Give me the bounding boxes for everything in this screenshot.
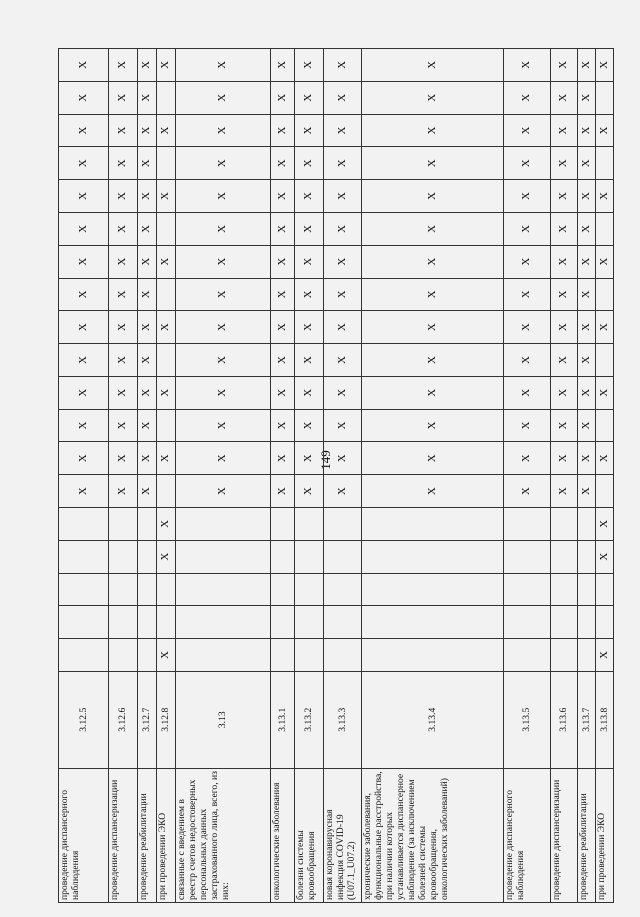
table-row — [295, 49, 323, 903]
empty-cell — [595, 475, 613, 508]
mark-cell: X — [108, 180, 137, 213]
empty-cell — [503, 639, 550, 672]
table-row — [270, 49, 295, 903]
row-code: 3.13.7 — [577, 671, 595, 768]
empty-cell — [270, 540, 295, 573]
empty-cell — [323, 573, 361, 606]
mark-cell: X — [361, 442, 503, 475]
mark-cell: X — [156, 540, 175, 573]
mark-cell: X — [503, 147, 550, 180]
mark-cell: X — [108, 442, 137, 475]
row-code: 3.13.2 — [295, 671, 323, 768]
empty-cell — [323, 606, 361, 639]
empty-cell — [577, 639, 595, 672]
mark-cell: X — [59, 442, 109, 475]
row-code: 3.13.6 — [550, 671, 577, 768]
mark-cell: X — [595, 245, 613, 278]
row-name: проведение диспансеризации — [108, 768, 137, 902]
mark-cell: X — [295, 49, 323, 82]
mark-cell: X — [361, 180, 503, 213]
mark-cell: X — [295, 245, 323, 278]
mark-cell: X — [550, 475, 577, 508]
mark-cell: X — [59, 147, 109, 180]
mark-cell: X — [176, 311, 271, 344]
mark-cell: X — [108, 245, 137, 278]
empty-cell — [323, 540, 361, 573]
mark-cell: X — [137, 49, 156, 82]
empty-cell — [595, 409, 613, 442]
mark-cell: X — [137, 245, 156, 278]
empty-cell — [295, 540, 323, 573]
table-row — [176, 49, 271, 903]
mark-cell: X — [577, 147, 595, 180]
mark-cell: X — [577, 49, 595, 82]
mark-cell: X — [550, 147, 577, 180]
mark-cell: X — [503, 245, 550, 278]
mark-cell: X — [137, 147, 156, 180]
mark-cell: X — [137, 180, 156, 213]
empty-cell — [59, 540, 109, 573]
empty-cell — [108, 507, 137, 540]
empty-cell — [577, 606, 595, 639]
table-row — [577, 49, 595, 903]
mark-cell: X — [59, 180, 109, 213]
row-code: 3.13.8 — [595, 671, 613, 768]
mark-cell: X — [59, 278, 109, 311]
empty-cell — [270, 507, 295, 540]
mark-cell: X — [361, 81, 503, 114]
mark-cell: X — [270, 212, 295, 245]
mark-cell: X — [550, 311, 577, 344]
row-name: при проведении ЭКО — [595, 768, 613, 902]
mark-cell: X — [156, 376, 175, 409]
mark-cell: X — [176, 180, 271, 213]
row-name: онкологические заболевания — [270, 768, 295, 902]
mark-cell: X — [176, 245, 271, 278]
mark-cell: X — [156, 507, 175, 540]
mark-cell: X — [323, 278, 361, 311]
mark-cell: X — [577, 475, 595, 508]
mark-cell: X — [295, 311, 323, 344]
empty-cell — [156, 278, 175, 311]
mark-cell: X — [176, 409, 271, 442]
mark-cell: X — [550, 376, 577, 409]
mark-cell: X — [108, 114, 137, 147]
mark-cell: X — [137, 409, 156, 442]
mark-cell: X — [270, 344, 295, 377]
empty-cell — [137, 573, 156, 606]
empty-cell — [503, 606, 550, 639]
empty-cell — [108, 573, 137, 606]
empty-cell — [323, 639, 361, 672]
mark-cell: X — [176, 442, 271, 475]
mark-cell: X — [550, 49, 577, 82]
empty-cell — [59, 573, 109, 606]
mark-cell: X — [156, 639, 175, 672]
mark-cell: X — [176, 475, 271, 508]
mark-cell: X — [156, 114, 175, 147]
mark-cell: X — [156, 49, 175, 82]
empty-cell — [137, 606, 156, 639]
empty-cell — [108, 540, 137, 573]
empty-cell — [595, 212, 613, 245]
empty-cell — [156, 409, 175, 442]
empty-cell — [156, 606, 175, 639]
mark-cell: X — [577, 245, 595, 278]
mark-cell: X — [270, 147, 295, 180]
mark-cell: X — [137, 114, 156, 147]
mark-cell: X — [137, 311, 156, 344]
mark-cell: X — [137, 344, 156, 377]
empty-cell — [323, 507, 361, 540]
mark-cell: X — [577, 442, 595, 475]
mark-cell: X — [550, 114, 577, 147]
mark-cell: X — [295, 81, 323, 114]
empty-cell — [595, 278, 613, 311]
mark-cell: X — [323, 49, 361, 82]
mark-cell: X — [361, 245, 503, 278]
mark-cell: X — [108, 278, 137, 311]
empty-cell — [361, 606, 503, 639]
mark-cell: X — [595, 442, 613, 475]
mark-cell: X — [361, 311, 503, 344]
mark-cell: X — [503, 180, 550, 213]
mark-cell: X — [59, 114, 109, 147]
mark-cell: X — [270, 442, 295, 475]
empty-cell — [59, 606, 109, 639]
empty-cell — [59, 507, 109, 540]
mark-cell: X — [323, 212, 361, 245]
mark-cell: X — [108, 311, 137, 344]
mark-cell: X — [595, 639, 613, 672]
mark-cell: X — [176, 278, 271, 311]
empty-cell — [595, 81, 613, 114]
mark-cell: X — [595, 49, 613, 82]
mark-cell: X — [59, 245, 109, 278]
table-row — [550, 49, 577, 903]
mark-cell: X — [270, 114, 295, 147]
mark-cell: X — [295, 114, 323, 147]
mark-cell: X — [137, 376, 156, 409]
mark-cell: X — [323, 81, 361, 114]
empty-cell — [503, 507, 550, 540]
mark-cell: X — [108, 409, 137, 442]
mark-cell: X — [270, 376, 295, 409]
empty-cell — [137, 540, 156, 573]
mark-cell: X — [323, 442, 361, 475]
mark-cell: X — [108, 81, 137, 114]
mark-cell: X — [361, 409, 503, 442]
empty-cell — [577, 573, 595, 606]
mark-cell: X — [156, 180, 175, 213]
mark-cell: X — [270, 245, 295, 278]
mark-cell: X — [108, 475, 137, 508]
empty-cell — [137, 639, 156, 672]
empty-cell — [503, 573, 550, 606]
table-row — [137, 49, 156, 903]
mark-cell: X — [176, 212, 271, 245]
empty-cell — [295, 573, 323, 606]
empty-cell — [361, 540, 503, 573]
mark-cell: X — [270, 278, 295, 311]
empty-cell — [176, 606, 271, 639]
mark-cell: X — [577, 180, 595, 213]
mark-cell: X — [323, 376, 361, 409]
row-code: 3.13 — [176, 671, 271, 768]
empty-cell — [176, 540, 271, 573]
empty-cell — [59, 639, 109, 672]
mark-cell: X — [295, 376, 323, 409]
page-number: 149 — [317, 450, 333, 470]
empty-cell — [156, 81, 175, 114]
mark-cell: X — [577, 311, 595, 344]
mark-cell: X — [108, 376, 137, 409]
empty-cell — [108, 639, 137, 672]
mark-cell: X — [577, 81, 595, 114]
row-name: проведение реабилитации — [577, 768, 595, 902]
mark-cell: X — [137, 212, 156, 245]
mark-cell: X — [59, 475, 109, 508]
mark-cell: X — [295, 180, 323, 213]
mark-cell: X — [361, 475, 503, 508]
mark-cell: X — [577, 409, 595, 442]
mark-cell: X — [577, 344, 595, 377]
mark-cell: X — [59, 311, 109, 344]
mark-cell: X — [295, 147, 323, 180]
empty-cell — [156, 475, 175, 508]
empty-cell — [176, 639, 271, 672]
empty-cell — [595, 573, 613, 606]
mark-cell: X — [270, 409, 295, 442]
mark-cell: X — [503, 442, 550, 475]
mark-cell: X — [270, 49, 295, 82]
mark-cell: X — [503, 376, 550, 409]
mark-cell: X — [595, 540, 613, 573]
mark-cell: X — [137, 278, 156, 311]
mark-cell: X — [59, 376, 109, 409]
mark-cell: X — [550, 245, 577, 278]
mark-cell: X — [323, 147, 361, 180]
mark-cell: X — [59, 49, 109, 82]
empty-cell — [361, 639, 503, 672]
mark-cell: X — [503, 212, 550, 245]
mark-cell: X — [137, 442, 156, 475]
mark-cell: X — [361, 49, 503, 82]
mark-cell: X — [270, 180, 295, 213]
mark-cell: X — [295, 278, 323, 311]
mark-cell: X — [156, 311, 175, 344]
empty-cell — [295, 639, 323, 672]
mark-cell: X — [295, 409, 323, 442]
mark-cell: X — [361, 278, 503, 311]
empty-cell — [156, 212, 175, 245]
document-table-wrapper — [58, 48, 614, 903]
mark-cell: X — [361, 212, 503, 245]
mark-cell: X — [577, 278, 595, 311]
table-row — [156, 49, 175, 903]
row-name: связанные с введением в реестр счетов недостоверных персональных данных застрахованного лица, всего, из них: — [176, 768, 271, 902]
mark-cell: X — [176, 81, 271, 114]
row-code: 3.13.4 — [361, 671, 503, 768]
mark-cell: X — [503, 81, 550, 114]
mark-cell: X — [503, 409, 550, 442]
empty-cell — [270, 606, 295, 639]
empty-cell — [595, 606, 613, 639]
mark-cell: X — [361, 114, 503, 147]
mark-cell: X — [323, 344, 361, 377]
empty-cell — [550, 573, 577, 606]
empty-cell — [270, 639, 295, 672]
empty-cell — [108, 606, 137, 639]
checklist-table — [58, 48, 614, 903]
empty-cell — [295, 507, 323, 540]
empty-cell — [270, 573, 295, 606]
row-name: проведение реабилитации — [137, 768, 156, 902]
mark-cell: X — [270, 311, 295, 344]
empty-cell — [550, 507, 577, 540]
empty-cell — [361, 507, 503, 540]
mark-cell: X — [270, 475, 295, 508]
mark-cell: X — [176, 49, 271, 82]
mark-cell: X — [503, 475, 550, 508]
row-code: 3.12.6 — [108, 671, 137, 768]
empty-cell — [361, 573, 503, 606]
empty-cell — [156, 573, 175, 606]
mark-cell: X — [595, 311, 613, 344]
mark-cell: X — [295, 212, 323, 245]
table-row — [361, 49, 503, 903]
mark-cell: X — [503, 344, 550, 377]
mark-cell: X — [108, 212, 137, 245]
mark-cell: X — [156, 442, 175, 475]
row-name: проведение диспансерного наблюдения — [503, 768, 550, 902]
table-row — [323, 49, 361, 903]
mark-cell: X — [503, 311, 550, 344]
mark-cell: X — [577, 212, 595, 245]
mark-cell: X — [503, 114, 550, 147]
mark-cell: X — [176, 376, 271, 409]
empty-cell — [176, 507, 271, 540]
mark-cell: X — [323, 245, 361, 278]
empty-cell — [577, 540, 595, 573]
empty-cell — [595, 344, 613, 377]
table-row — [108, 49, 137, 903]
mark-cell: X — [595, 180, 613, 213]
mark-cell: X — [323, 180, 361, 213]
mark-cell: X — [295, 475, 323, 508]
empty-cell — [577, 507, 595, 540]
mark-cell: X — [550, 81, 577, 114]
row-name: хронические заболевания, функциональные расстройства, при наличии которых устанавливается диспансерное наблюдение (за исключением болезней системы кровообращения, онкологических заболеваний) — [361, 768, 503, 902]
row-code: 3.12.8 — [156, 671, 175, 768]
table-row — [595, 49, 613, 903]
mark-cell: X — [577, 114, 595, 147]
mark-cell: X — [550, 442, 577, 475]
mark-cell: X — [577, 376, 595, 409]
mark-cell: X — [323, 409, 361, 442]
row-name: проведение диспансеризации — [550, 768, 577, 902]
mark-cell: X — [176, 147, 271, 180]
mark-cell: X — [503, 49, 550, 82]
mark-cell: X — [137, 81, 156, 114]
mark-cell: X — [108, 49, 137, 82]
empty-cell — [176, 573, 271, 606]
mark-cell: X — [550, 180, 577, 213]
empty-cell — [595, 147, 613, 180]
mark-cell: X — [595, 376, 613, 409]
table-row — [59, 49, 109, 903]
empty-cell — [503, 540, 550, 573]
empty-cell — [295, 606, 323, 639]
mark-cell: X — [323, 114, 361, 147]
row-code: 3.13.5 — [503, 671, 550, 768]
mark-cell: X — [550, 278, 577, 311]
mark-cell: X — [361, 376, 503, 409]
mark-cell: X — [503, 278, 550, 311]
mark-cell: X — [295, 344, 323, 377]
row-code: 3.12.5 — [59, 671, 109, 768]
empty-cell — [156, 147, 175, 180]
mark-cell: X — [137, 475, 156, 508]
row-code: 3.13.1 — [270, 671, 295, 768]
mark-cell: X — [176, 344, 271, 377]
row-name: новая коронавирусная инфекция COVID-19 (U07.1_U07.2) — [323, 768, 361, 902]
mark-cell: X — [550, 409, 577, 442]
mark-cell: X — [323, 475, 361, 508]
row-name: проведение диспансерного наблюдения — [59, 768, 109, 902]
mark-cell: X — [108, 147, 137, 180]
mark-cell: X — [59, 212, 109, 245]
mark-cell: X — [550, 344, 577, 377]
mark-cell: X — [361, 344, 503, 377]
mark-cell: X — [108, 344, 137, 377]
row-code: 3.13.3 — [323, 671, 361, 768]
mark-cell: X — [595, 114, 613, 147]
mark-cell: X — [323, 311, 361, 344]
mark-cell: X — [156, 245, 175, 278]
empty-cell — [156, 344, 175, 377]
empty-cell — [550, 606, 577, 639]
mark-cell: X — [270, 81, 295, 114]
mark-cell: X — [176, 114, 271, 147]
mark-cell: X — [550, 212, 577, 245]
row-name: болезни системы кровообращения — [295, 768, 323, 902]
mark-cell: X — [59, 81, 109, 114]
mark-cell: X — [595, 507, 613, 540]
mark-cell: X — [295, 442, 323, 475]
mark-cell: X — [59, 344, 109, 377]
row-name: при проведении ЭКО — [156, 768, 175, 902]
empty-cell — [137, 507, 156, 540]
mark-cell: X — [361, 147, 503, 180]
row-code: 3.12.7 — [137, 671, 156, 768]
empty-cell — [550, 639, 577, 672]
empty-cell — [550, 540, 577, 573]
table-row — [503, 49, 550, 903]
mark-cell: X — [59, 409, 109, 442]
